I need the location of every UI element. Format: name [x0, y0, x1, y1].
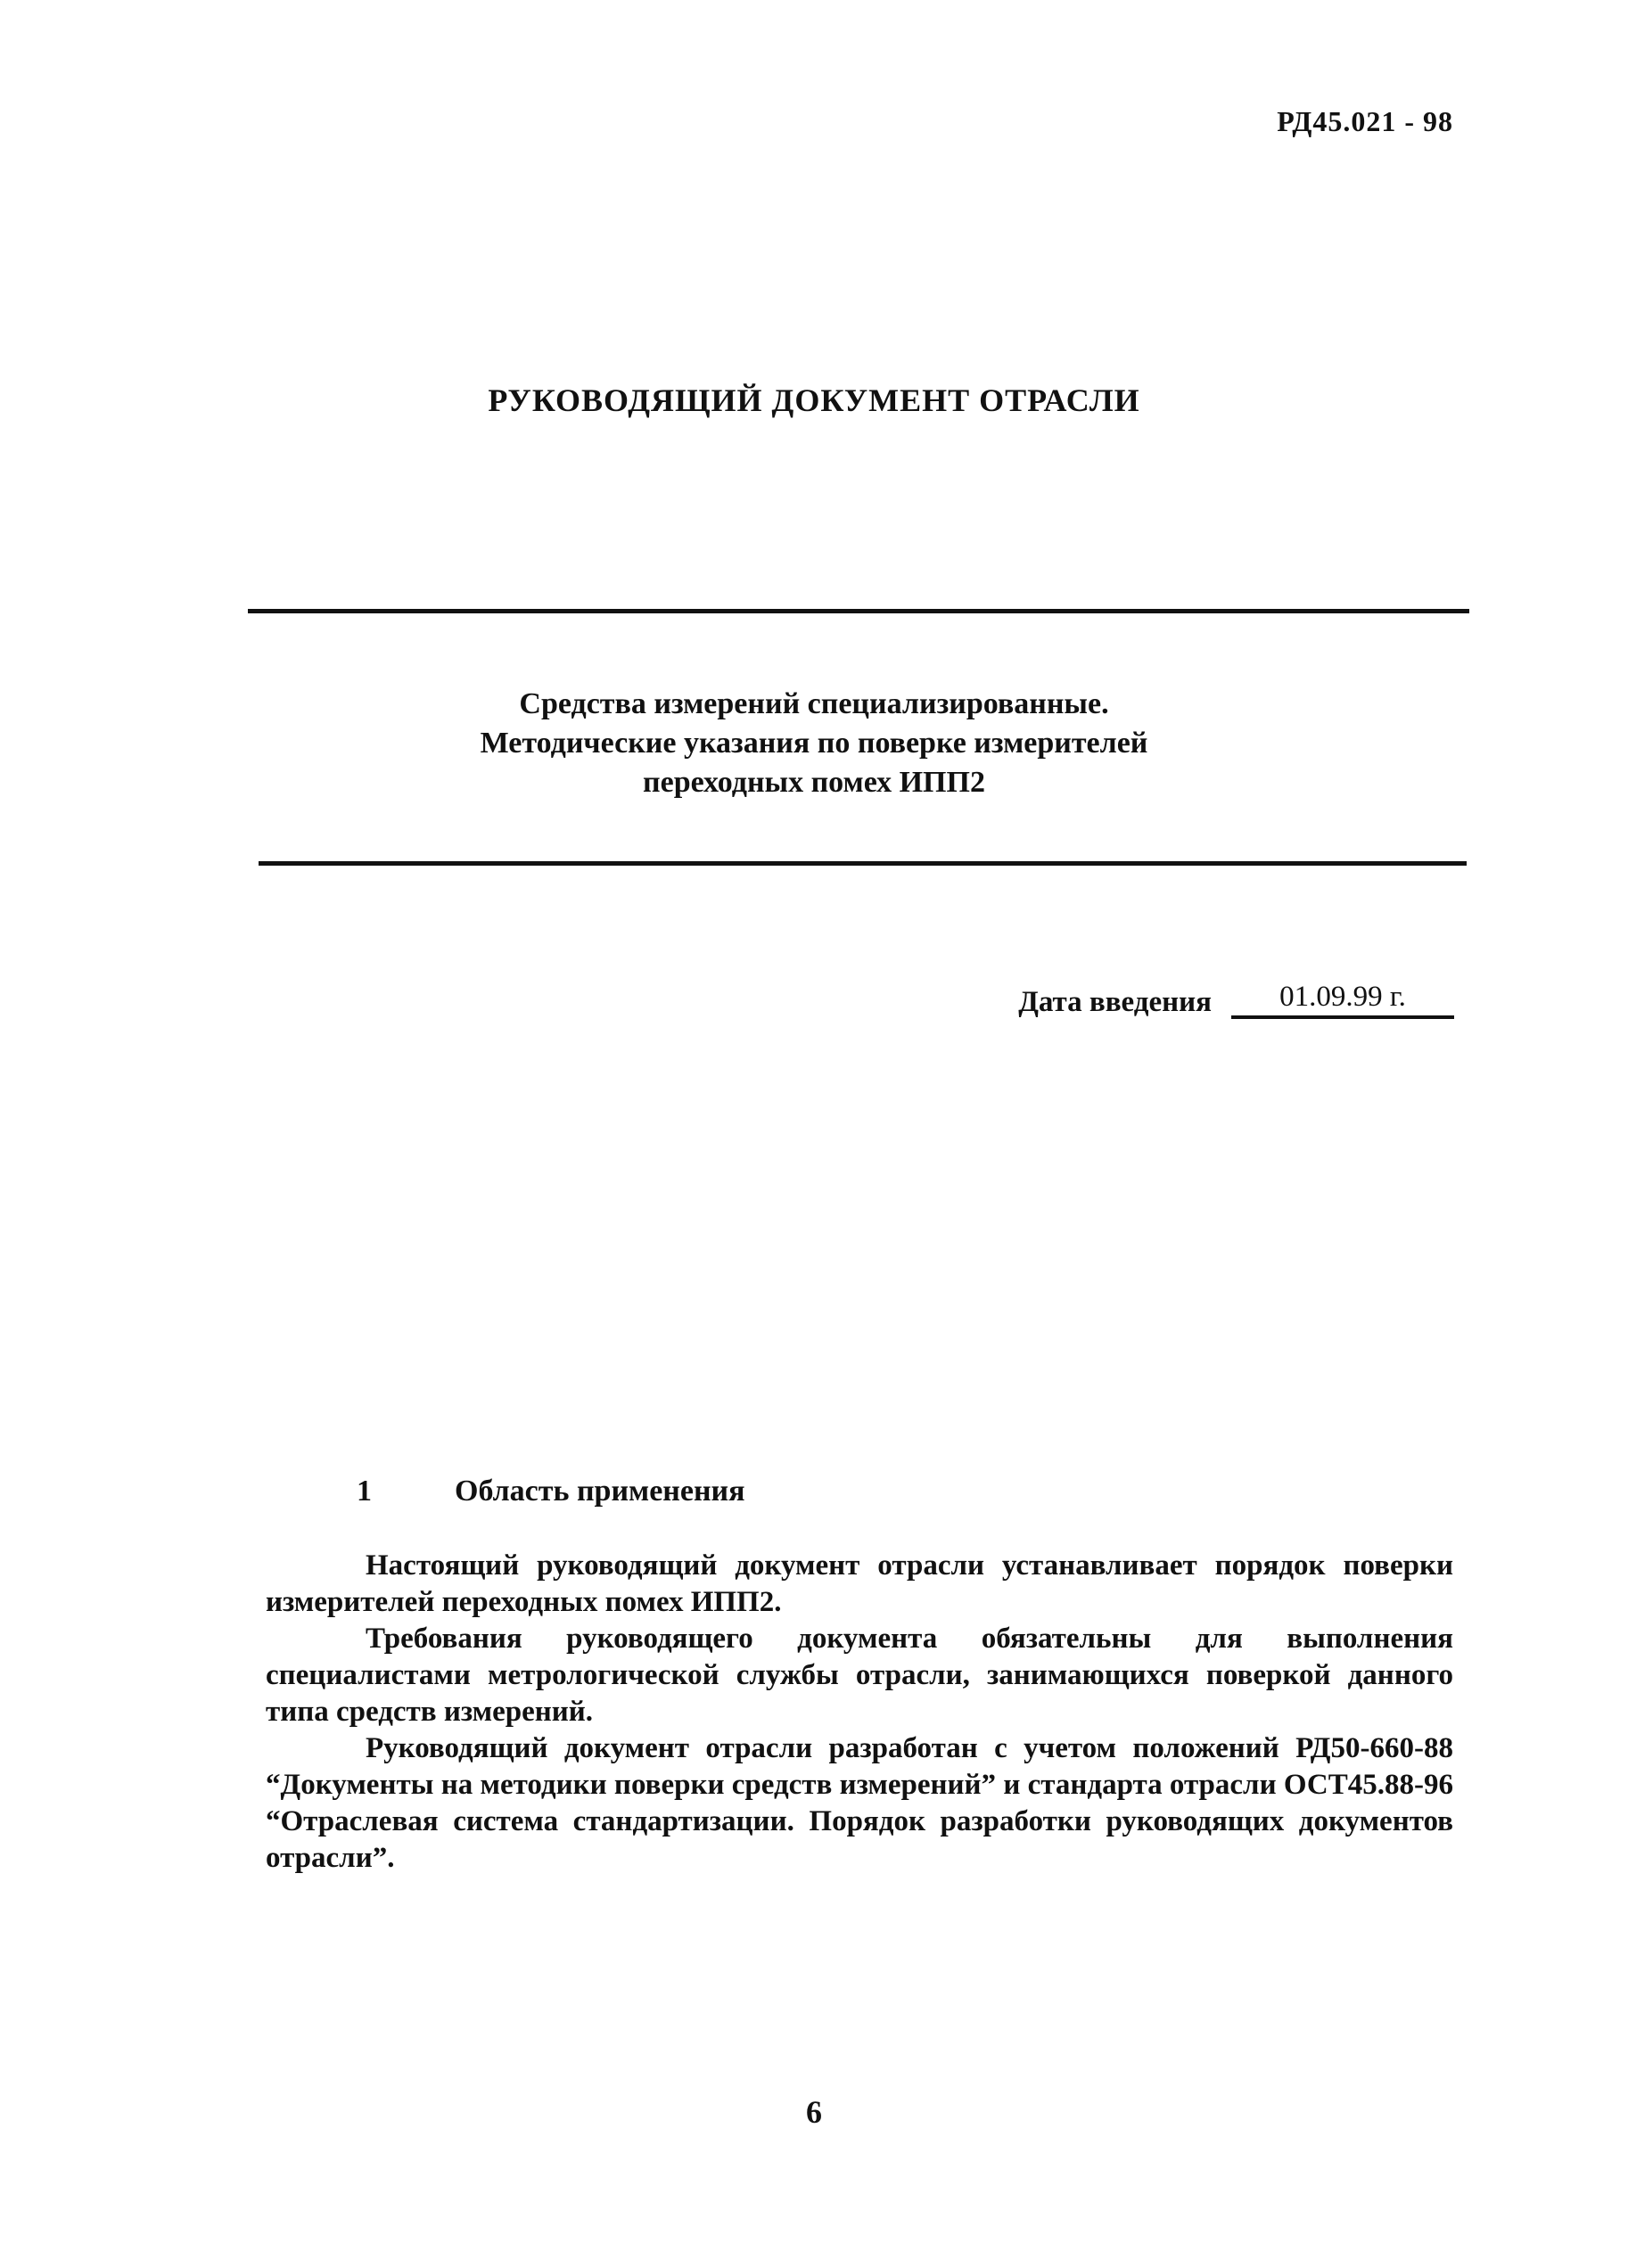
title-line-1: Средства измерений специализированные. — [519, 687, 1109, 720]
top-divider — [248, 609, 1469, 613]
title-line-2: Методические указания по поверке измерителей — [480, 727, 1148, 760]
section-title: Область применения — [455, 1475, 745, 1508]
section-number: 1 — [357, 1475, 372, 1508]
effective-date — [1018, 981, 1454, 1019]
effective-date-label: Дата введения — [1018, 986, 1212, 1018]
paragraph: Требования руководящего документа обязательны для выполнения специалистами метрологической службы отрасли, занимающихся поверкой данного типа средств измерений. — [266, 1623, 1453, 1728]
document-type-heading: РУКОВОДЯЩИЙ ДОКУМЕНТ ОТРАСЛИ — [488, 382, 1140, 418]
title-line-3: переходных помех ИПП2 — [643, 766, 985, 799]
paragraph: Руководящий документ отрасли разработан с учетом положений РД50-660-88 “Документы на методики поверки средств измерений” и стандарта отрасли ОСТ45.88-96 “Отраслевая система стандартизации. Порядок разработки руководящих документов отрасли”. — [266, 1732, 1453, 1874]
section-heading — [357, 1475, 745, 1508]
document-code: РД45.021 - 98 — [1277, 105, 1453, 137]
paragraph: Настоящий руководящий документ отрасли устанавливает порядок поверки измерителей переходных помех ИПП2. — [266, 1549, 1453, 1618]
bottom-divider — [259, 861, 1467, 866]
section-body — [266, 1548, 1453, 1877]
page-number: 6 — [806, 2094, 822, 2130]
document-title — [0, 685, 1628, 802]
effective-date-value: 01.09.99 г. — [1231, 981, 1454, 1019]
